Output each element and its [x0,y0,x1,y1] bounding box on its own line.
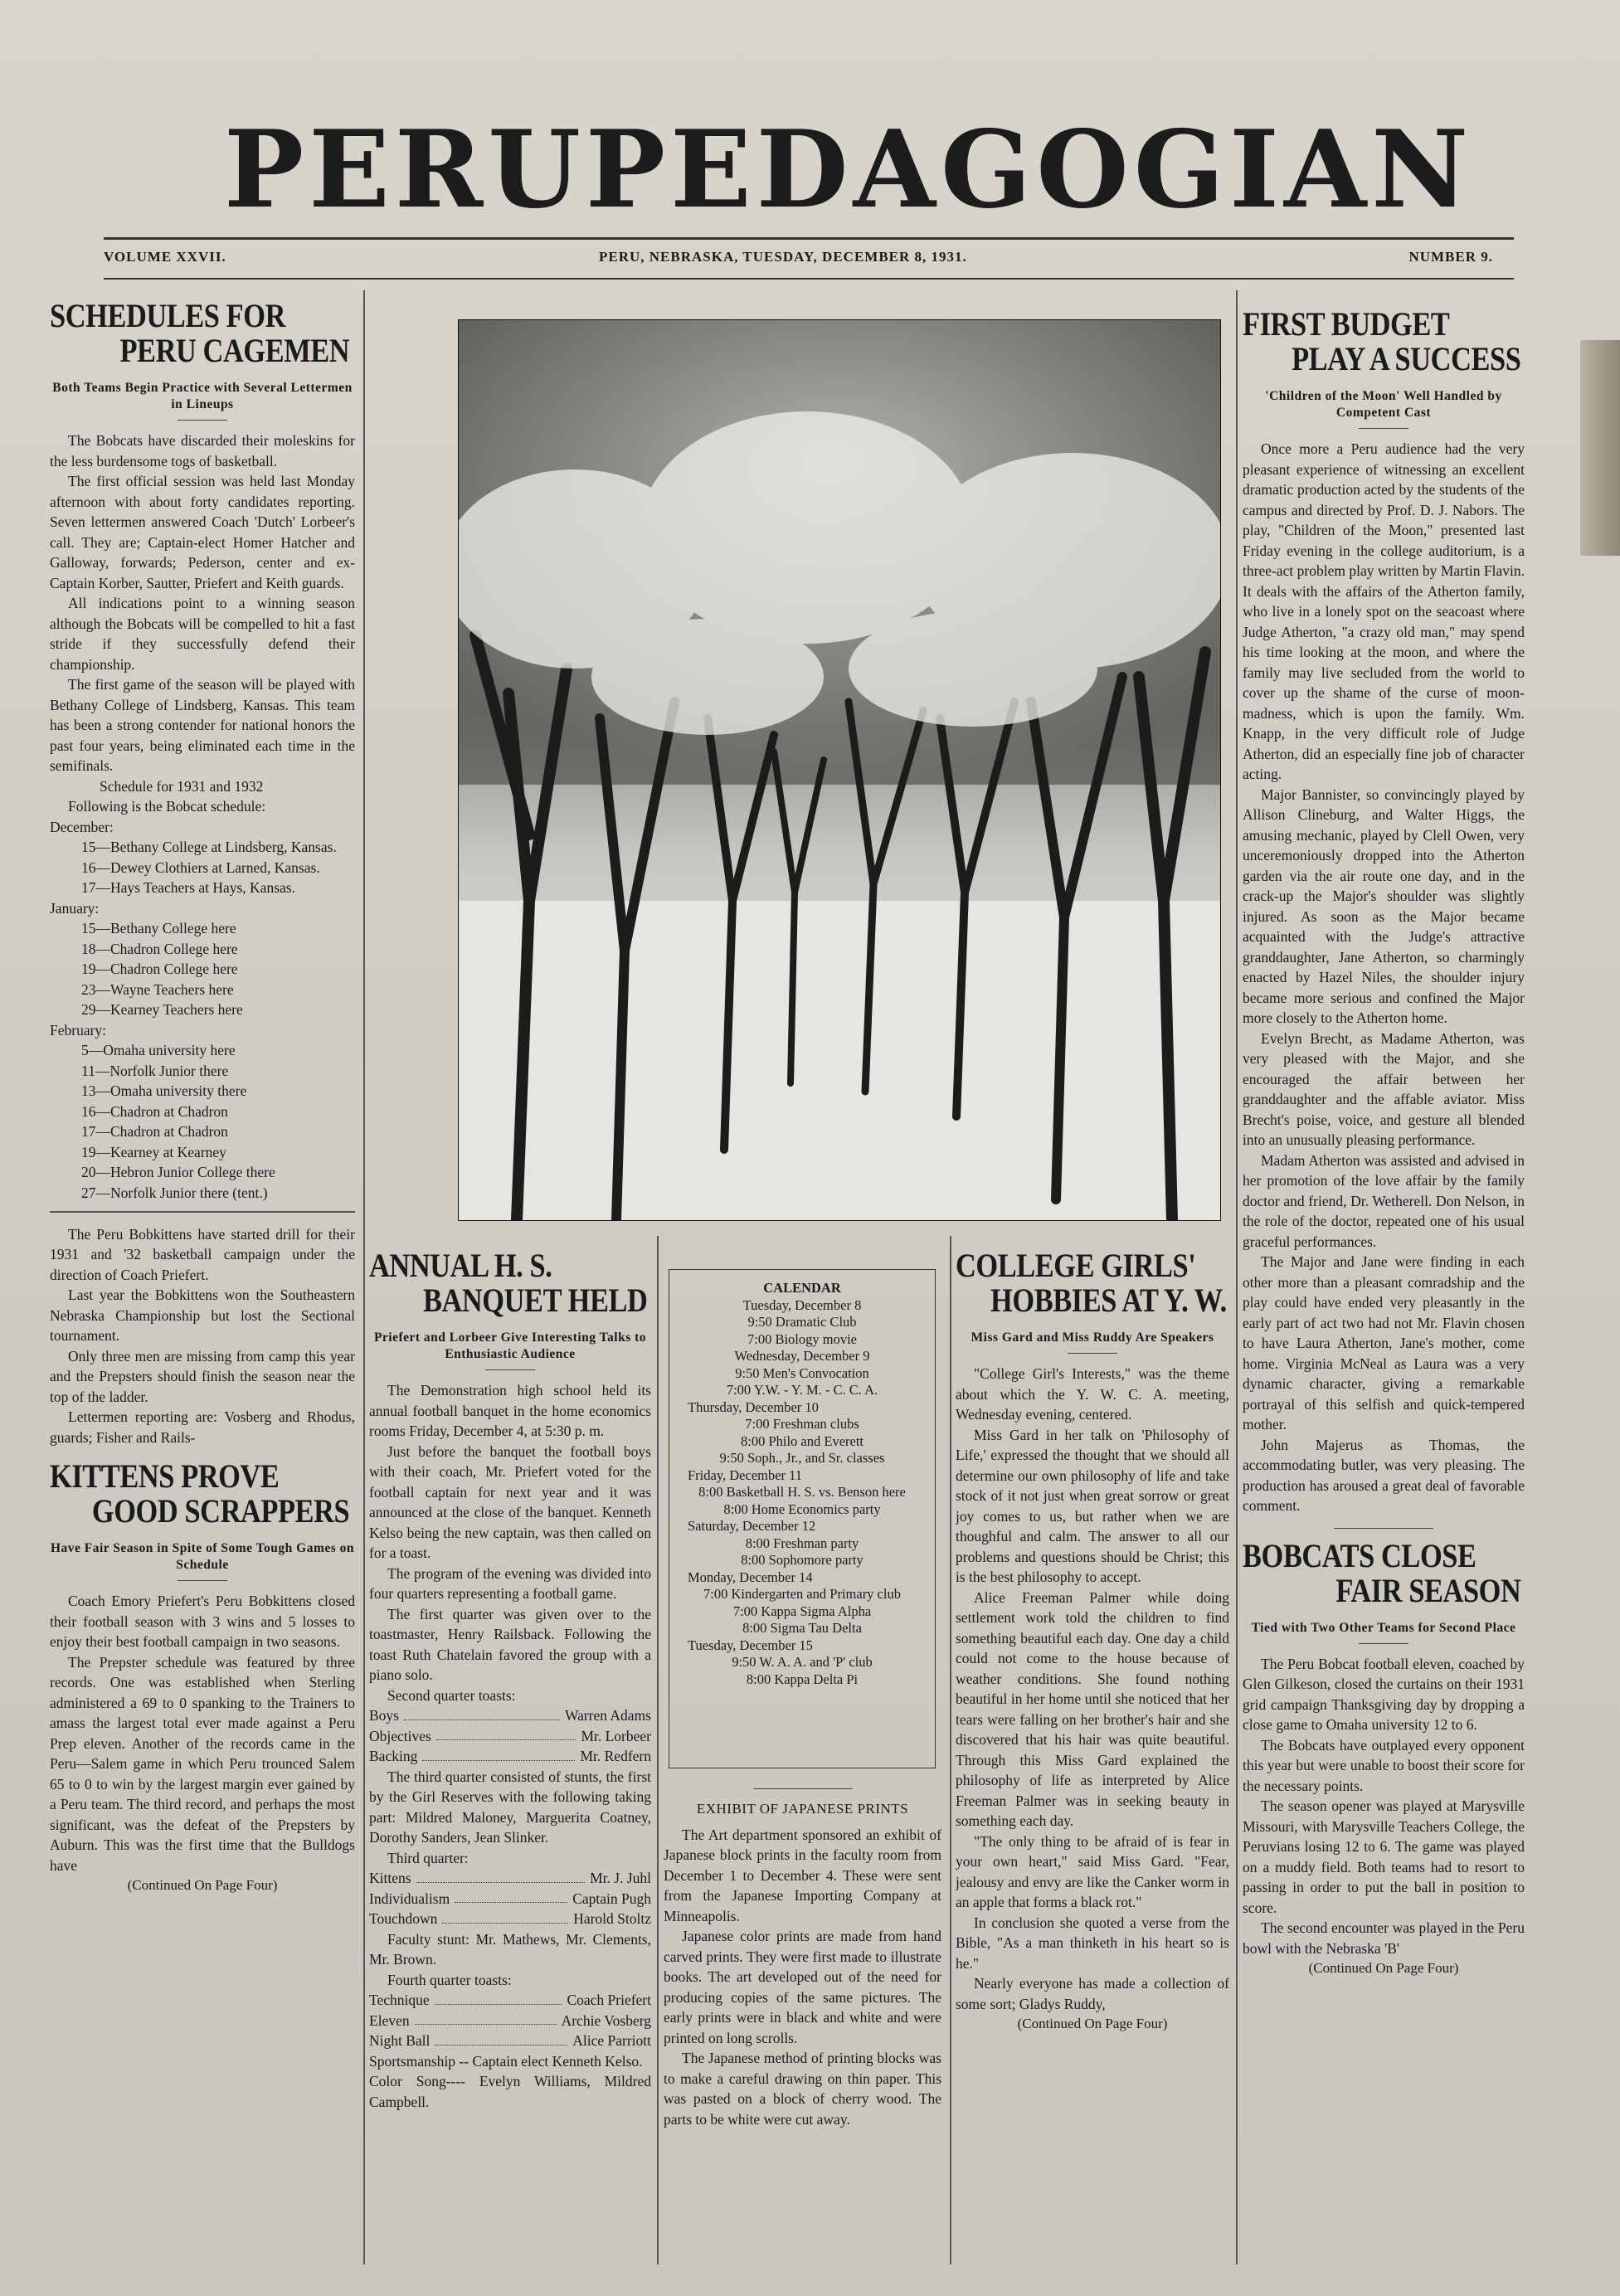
calendar-row: 9:50 Dramatic Club [747,1314,857,1330]
prints-paragraph: The Art department sponsored an exhibit of Japanese block prints in the faculty room from December 1 to December 4. These were sent from the Japanese Importing Company at Minneapolis. [664,1826,941,1924]
hobbies-subhead: Miss Gard and Miss Ruddy Are Speakers [971,1330,1214,1345]
budget-paragraph: Evelyn Brecht, as Madame Atherton, was very pleased with the Major, and she encouraged the affair between her granddaughter and the affable aviator. Miss Brecht's poise, voice, and gesture all blended into an unusually pleasing performance. [1243,1029,1525,1148]
toast-row: Eleven Archie Vosberg [369,2011,651,2029]
masthead [224,108,1474,232]
toast-row: Kittens Mr. J. Juhl [369,1870,651,1886]
schedule-item: 15—Bethany College at Lindsberg, Kansas. [81,839,337,855]
column-rule-3 [950,1236,951,2264]
archive-tab [1580,340,1620,556]
bobcat-schedule [50,817,355,1204]
hobbies-paragraph: Miss Gard in her talk on 'Philosophy of Life,' expressed the thought that we should all determine our own philosophy of life and take stock of it not just when great sorrow or great joy comes to us, but rather when we are thoughful and calm. The answer to all our problems and questions should be Christ; this is the best philosophy to accept. [956,1426,1229,1585]
toast-row: Objectives Mr. Lorbeer [369,1727,651,1744]
divider [1359,1643,1408,1644]
hobbies-paragraph: In conclusion she quoted a verse from the Bible, "As a man thinketh in his heart so is he." [956,1914,1229,1972]
continued-line: (Continued On Page Four) [1308,1960,1459,1976]
schedules-paragraph: The first official session was held last Monday afternoon with about forty candidates reporting. Seven lettermen answered Coach 'Dutch' Lorbeer's call. They are; Captain-elect Homer Hatcher and Galloway, forwards; Pederson, center and ex-Captain Korber, Sautter, Priefert and Keith guards. [50,473,355,591]
prints-headline: EXHIBIT OF JAPANESE PRINTS [696,1801,909,1817]
column-2 [369,1248,651,2277]
schedule-item: 17—Chadron at Chadron [81,1123,228,1140]
story-divider [50,1211,355,1213]
hobbies-paragraph: Alice Freeman Palmer while doing settlement work told the children to find something beautiful each day. One day a child could not come to the house because of weather conditions. She found nothing beautiful in her home until she noticed that her tears were falling on her brother's hair and she discovered that his hair was quite beautiful. Through this Miss Gard explained the philosophy of life as interpreted by Alice Freeman Palmer was in seeking beauty in something each day. [956,1588,1229,1829]
bobcats-paragraph: The season opener was played at Marysville Missouri, with Marysville Teachers College, the Peruvians losing 12 to 6. The game was played on a muddy field. Both teams had to resort to passing in order to put the ball in position to score. [1243,1797,1525,1916]
budget-paragraph: Once more a Peru audience had the very pleasant experience of witnessing an excellent dramatic production acted by the students of the campus and directed by Prof. D. J. Nabors. The play, "Children of the Moon," presented last Friday evening in the college auditorium, is a three-act problem play written by Martin Flavin. It deals with the affairs of the Atherton family, who live in a lonely spot on the seacoast where Judge Atherton, "a crazy old man," may spend his time looking at the moon, and where the family may live secluded from the world to cover up the shame of the curse of moon-madness, which is upon the family. Wm. Knapp, in the very difficult role of Judge Atherton, did an especially fine job of character acting. [1243,440,1525,782]
schedule-month: January: [50,899,100,917]
schedule-month: December: [50,818,114,835]
budget-paragraph: John Majerus as Thomas, the accommodating butler, was very pleasing. The production has aroused a great deal of favorable comment. [1243,1436,1525,1514]
calendar-row: 7:00 Kindergarten and Primary club [703,1586,901,1602]
budget-paragraph: Major Bannister, so convincingly played by Allison Clineburg, and Walter Higgs, the amusing mechanic, played by Clell Owen, very unceremoniously dropped into the Atherton garden via the air route one day, and in the crack-up the Major's shoulder was slightly injured. As soon as the Major became acquainted with the Judge's attractive granddaughter, Jane Atherton, so charmingly enacted by Hazel Niles, the shoulder injury became more serious and confined the Major more closely to the Atherton home. [1243,786,1525,1026]
column-rule-2 [657,1236,659,2264]
hobbies-paragraph: "College Girl's Interests," was the theme about which the Y. W. C. A. meeting, Wednesday evening, centered. [956,1365,1229,1423]
divider [485,1369,535,1370]
calendar-row: 8:00 Sophomore party [741,1552,864,1568]
toast-row: Night Ball Alice Parriott [369,2032,651,2049]
column-rule-1 [363,290,365,2264]
kittens-paragraph: The Prepster schedule was featured by three records. One was established when Sterling administered a 69 to 0 spanking to the Trainers to amass the largest total ever made against a Peru Prep eleven. Another of the records came in the Peru—Salem game in which Peru trounced Salem 65 to 0 to win by the largest margin ever gained by a Peru team. The third record, and perhaps the most significant, was the defeat of the Prepsters by Auburn. This was the first time that the Bulldogs have [50,1653,355,1874]
calendar-row: 8:00 Freshman party [745,1535,859,1551]
schedule-item: 19—Kearney at Kearney [81,1143,226,1160]
calendar-row: 8:00 Philo and Everett [740,1433,864,1449]
schedule-item: 19—Chadron College here [81,961,238,977]
schedule-item: 11—Norfolk Junior there [81,1062,229,1079]
divider [753,1788,853,1789]
schedule-item: 27—Norfolk Junior there (tent.) [81,1184,268,1201]
calendar-row: 7:00 Biology movie [747,1330,857,1347]
dateline [104,249,1514,274]
calendar-row: Saturday, December 12 [688,1518,816,1534]
banquet-paragraph: Fourth quarter toasts: [387,1971,512,1988]
banquet-headline: ANNUAL H. S. BANQUET HELD [369,1248,648,1319]
calendar-row: 8:00 Basketball H. S. vs. Benson here [698,1484,906,1500]
calendar-row: 9:50 Soph., Jr., and Sr. classes [719,1450,885,1466]
banquet-paragraph: The third quarter consisted of stunts, the first by the Girl Reserves with the following taking part: Mildred Maloney, Marguerita Coatney, Dorothy Sanders, Jean Slinker. [369,1768,651,1846]
calendar-row: 9:50 W. A. A. and 'P' club [732,1654,873,1670]
budget-subhead: 'Children of the Moon' Well Handled by Competent Cast [1265,389,1502,420]
hobbies-paragraph: "The only thing to be afraid of is fear in your own heart," said Miss Gard. "Fear, jealousy and envy are like the Canker worm in an apple that forms a black rot." [956,1832,1229,1910]
hobbies-headline: COLLEGE GIRLS' HOBBIES AT Y. W. [956,1248,1227,1319]
banquet-paragraph: Sportsmanship -- Captain elect Kenneth Kelso. [369,2052,643,2070]
schedules-paragraph: The Bobcats have discarded their moleskins for the less burdensome togs of basketball. [50,432,355,469]
calendar-row: 9:50 Men's Convocation [735,1364,869,1381]
column-1 [50,299,355,2273]
prints-paragraph: The Japanese method of printing blocks was to make a careful drawing on thin paper. This was pasted on a block of cherry wood. The parts to be white were cut away. [664,2050,941,2128]
column-rule-4 [1236,290,1238,2264]
schedules-paragraph: Following is the Bobcat schedule: [68,798,266,815]
schedule-item: 16—Chadron at Chadron [81,1102,228,1120]
toast-row: Technique Coach Priefert [369,1992,651,2008]
continued-line: (Continued On Page Four) [127,1877,278,1893]
calendar-box [669,1269,936,1768]
schedule-item: 29—Kearney Teachers here [81,1001,243,1018]
schedule-item: 13—Omaha university there [81,1082,247,1099]
banquet-paragraph: Third quarter: [387,1849,469,1866]
schedule-item: 18—Chadron College here [81,940,238,957]
calendar-row: Thursday, December 10 [688,1399,819,1415]
schedules-paragraph: Schedule for 1931 and 1932 [100,777,264,795]
schedules-paragraph: Only three men are missing from camp this year and the Prepsters should finish the season near the top of the ladder. [50,1347,355,1405]
schedule-item: 16—Dewey Clothiers at Larned, Kansas. [81,859,320,876]
toast-row: Individualism Captain Pugh [369,1890,651,1907]
bobcats-paragraph: The second encounter was played in the Peru bowl with the Nebraska 'B' [1243,1919,1525,1957]
bobcats-headline: BOBCATS CLOSE FAIR SEASON [1243,1536,1521,1609]
kittens-subhead: Have Fair Season in Spite of Some Tough Games on Schedule [50,1541,355,1572]
hobbies-paragraph: Nearly everyone has made a collection of some sort; Gladys Ruddy, [956,1975,1229,2012]
kittens-paragraph: Coach Emory Priefert's Peru Bobkittens closed their football season with 3 wins and 5 losses to enjoy their best football campaign in two seasons. [50,1593,355,1650]
calendar-row: 7:00 Y.W. - Y. M. - C. C. A. [726,1382,878,1398]
budget-paragraph: The Major and Jane were finding in each other more than a pleasant comradship and the play could have ended very pleasantly in the early part of act two had not Mr. Flavin chosen to have Laura Atherton, Jane's mother, come home. Virginia McNeal as Laura was a very dynamic character, giving a remarkable portrayal of this selfish and quick-tempered mother. [1243,1253,1525,1433]
continued-line: (Continued On Page Four) [1017,2016,1168,2031]
toast-row: Touchdown Harold Stoltz [369,1910,651,1927]
schedule-month: February: [50,1021,107,1039]
banquet-paragraph: Just before the banquet the football boys with their coach, Mr. Priefert voted for the football captain for next year and it was announced at the close of the banquet. Kenneth Kelso being the new captain, was then called on for a toast. [369,1442,651,1561]
banquet-paragraph: Second quarter toasts: [387,1686,516,1704]
schedule-item: 15—Bethany College here [81,920,236,936]
volume-label: VOLUME XXVII. [104,249,226,265]
bobcats-paragraph: The Peru Bobcat football eleven, coached by Glen Gilkeson, closed the curtains on their 1931 grid campaign Thanksgiving day by dropping a close game to Omaha university 12 to 6. [1243,1655,1525,1733]
column-3-lower [664,1783,941,2273]
column-4 [956,1248,1229,2277]
toast-row: Boys Warren Adams [369,1707,651,1724]
column-5 [1243,307,1525,2273]
divider [1334,1528,1433,1529]
bobcats-paragraph: The Bobcats have outplayed every opponent this year but were unable to boost their score for the necessary points. [1243,1736,1525,1794]
schedule-item: 17—Hays Teachers at Hays, Kansas. [81,879,295,896]
banquet-paragraph: The Demonstration high school held its annual football banquet in the home economics rooms Friday, December 4, at 5:30 p. m. [369,1382,651,1439]
banquet-subhead: Priefert and Lorbeer Give Interesting Talks to Enthusiastic Audience [373,1330,647,1361]
winter-trees-photo [458,319,1221,1221]
issue-number: NUMBER 9. [1408,249,1493,265]
place-date: PERU, NEBRASKA, TUESDAY, DECEMBER 8, 1931. [599,249,967,265]
schedules-subhead: Both Teams Begin Practice with Several Lettermen in Lineups [52,381,353,411]
banquet-paragraph: Faculty stunt: Mr. Mathews, Mr. Clements, Mr. Brown. [369,1930,651,1968]
budget-paragraph: Madam Atherton was assisted and advised in her promotion of the love affair by the family doctor and friend, Dr. Wetherell. Don Nelson, in the role of the doctor, repeated one of his usual graceful performances. [1243,1151,1525,1250]
prints-paragraph: Japanese color prints are made from hand carved prints. They were first made to illustrate books. The art developed out of the need for producing copies of the same pictures. The early prints were in black and white and were printed on long scrolls. [664,1928,941,2046]
calendar-row: Monday, December 14 [688,1569,813,1585]
snowy-orchard-image [459,320,1220,1220]
toast-row: Backing Mr. Redfern [369,1748,651,1764]
calendar-title: CALENDAR [763,1280,841,1296]
masthead-word-peru: PERU [224,108,586,232]
schedules-paragraph: The Peru Bobkittens have started drill for their 1931 and '32 basketball campaign under the direction of Coach Priefert. [50,1225,355,1283]
schedules-paragraph: Last year the Bobkittens won the Southeastern Nebraska Championship but lost the Sectional tournament. [50,1287,355,1344]
budget-headline: FIRST BUDGET PLAY A SUCCESS [1243,307,1521,377]
banquet-paragraph: The first quarter was given over to the toastmaster, Henry Railsback. Following the toast Ruth Chatelain favored the group with a piano solo. [369,1605,651,1683]
divider [178,420,227,421]
schedules-paragraph: Lettermen reporting are: Vosberg and Rhodus, guards; Fisher and Rails- [50,1408,355,1446]
calendar-row: Friday, December 11 [688,1467,803,1483]
calendar-row: 8:00 Home Economics party [723,1501,881,1517]
schedules-paragraph: The first game of the season will be played with Bethany College of Lindsberg, Kansas. This team has been a strong contender for national honors the past four years, being eliminated each time in the semifinals. [50,676,355,774]
divider [1359,428,1408,429]
calendar-row: 8:00 Sigma Tau Delta [742,1620,862,1636]
masthead-rule-bottom [104,278,1514,280]
masthead-rule-top [104,237,1514,240]
calendar-row: 7:00 Freshman clubs [745,1416,859,1432]
calendar-row: Wednesday, December 9 [734,1348,870,1364]
bobcats-subhead: Tied with Two Other Teams for Second Place [1251,1620,1516,1635]
divider [1068,1353,1117,1354]
calendar-row: Tuesday, December 8 [742,1296,862,1313]
calendar-row: 7:00 Kappa Sigma Alpha [732,1603,872,1619]
schedules-paragraph: All indications point to a winning season although the Bobcats will be compelled to hit a fast stride if they successfully defend their championship. [50,595,355,673]
schedule-item: 5—Omaha university here [81,1042,236,1058]
kittens-headline: KITTENS PROVE GOOD SCRAPPERS [50,1457,350,1530]
calendar-row: 8:00 Kappa Delta Pi [746,1671,859,1687]
calendar-row: Tuesday, December 15 [688,1637,813,1653]
banquet-paragraph: The program of the evening was divided into four quarters representing a football game. [369,1564,651,1602]
schedule-item: 23—Wayne Teachers here [81,980,234,998]
banquet-paragraph: Color Song---- Evelyn Williams, Mildred Campbell. [369,2073,651,2110]
schedule-item: 20—Hebron Junior College there [81,1164,275,1180]
divider [178,1580,227,1581]
masthead-word-pedagogian: PEDAGOGIAN [585,108,1474,232]
schedules-headline: SCHEDULES FOR PERU CAGEMEN [50,299,350,369]
